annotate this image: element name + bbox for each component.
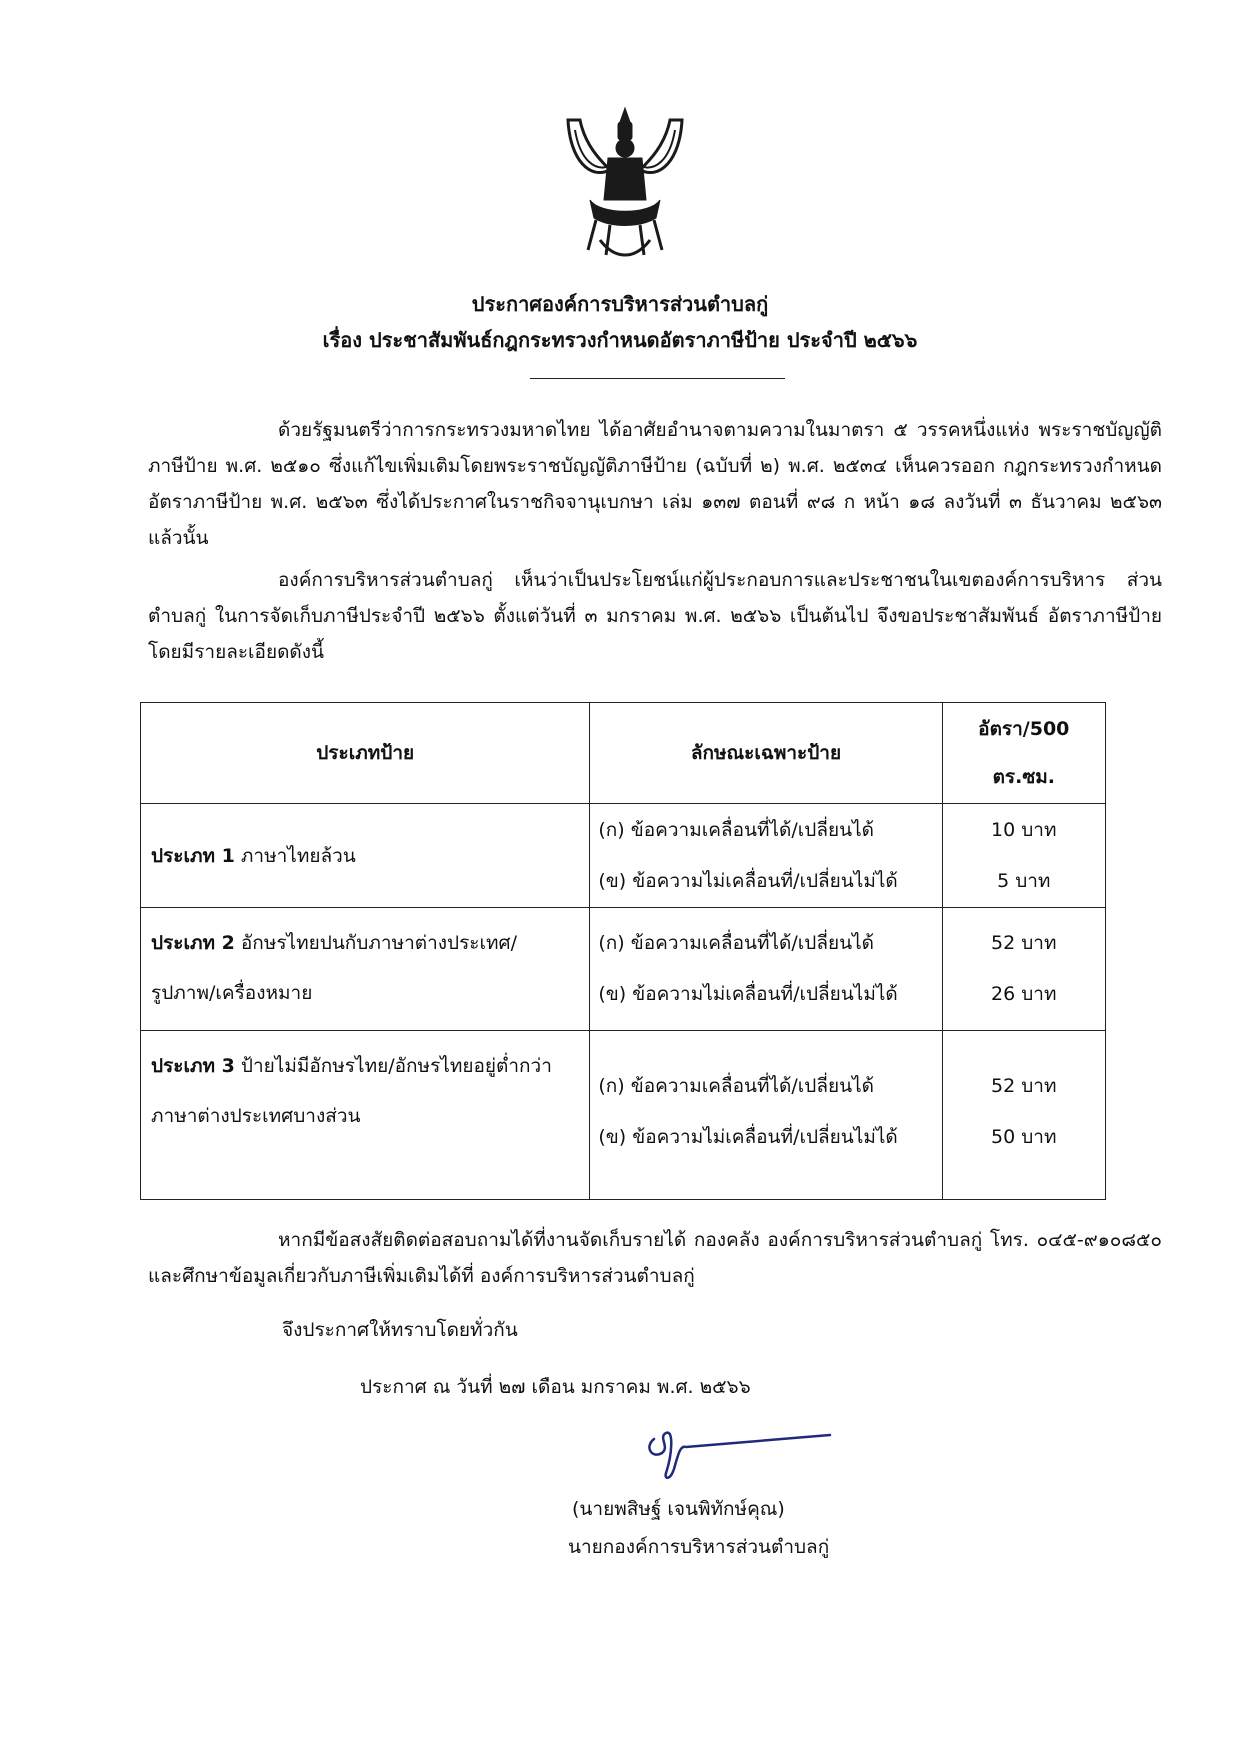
contact-paragraph-text: หากมีข้อสงสัยติดต่อสอบถามได้ที่งานจัดเก็บรายได้ กองคลัง องค์การบริหารส่วนตำบลกู่ โทร. ๐๔๕-๙๑๐๘๕๐ และศึกษาข้อมูลเกี่ยวกับภาษีเพิ่มเติมได้ที่ องค์การบริหารส่วนตำบลกู่ [148, 1229, 1162, 1287]
sign-type-cell [141, 1031, 590, 1200]
sign-tax-rate-table [140, 702, 1106, 1200]
feature-item: (ก) ข้อความเคลื่อนที่ได้/เปลี่ยนได้ [598, 932, 875, 955]
rate-cell [942, 804, 1105, 908]
table-header-row [141, 703, 1106, 804]
garuda-emblem [560, 100, 690, 270]
purpose-paragraph-text: องค์การบริหารส่วนตำบลกู่ เห็นว่าเป็นประโยชน์แก่ผู้ประกอบการและประชาชนในเขตองค์การบริหาร ส่วนตำบลกู่ ในการจัดเก็บภาษีประจำปี ๒๕๖๖ ตั้งแต่วันที่ ๓ มกราคม พ.ศ. ๒๕๖๖ เป็นต้นไป จึงขอประชาสัมพันธ์ อัตราภาษีป้าย โดยมีรายละเอียดดังนี้ [148, 569, 1162, 663]
sign-type-cell [141, 908, 590, 1031]
rate-value: 52 บาท [991, 932, 1057, 955]
features-cell [590, 1031, 942, 1200]
feature-item: (ก) ข้อความเคลื่อนที่ได้/เปลี่ยนได้ [598, 1075, 875, 1097]
rate-value: 10 บาท [991, 818, 1057, 841]
contact-paragraph [148, 1222, 1162, 1294]
sign-type-description: ป้ายไม่มีอักษรไทย/อักษรไทยอยู่ต่ำกว่าภาษาต่างประเทศบางส่วน [151, 1055, 552, 1127]
rate-value: 26 บาท [991, 983, 1057, 1006]
header-rate-line1: อัตรา/500 [978, 718, 1070, 740]
announcement-subject: เรื่อง ประชาสัมพันธ์กฎกระทรวงกำหนดอัตราภาษีป้าย ประจำปี ๒๕๖๖ [322, 328, 918, 352]
header-rate-line2: ตร.ซม. [992, 766, 1055, 788]
sign-type-label: ประเภท 1 [151, 844, 235, 867]
feature-item: (ข) ข้อความไม่เคลื่อนที่/เปลี่ยนไม่ได้ [598, 983, 898, 1006]
intro-paragraph [148, 412, 1162, 556]
title-divider [530, 378, 785, 379]
sign-type-label: ประเภท 3 [151, 1055, 235, 1077]
sign-type-description: ภาษาไทยล้วน [234, 844, 356, 867]
table-row [141, 804, 1106, 908]
features-cell [590, 908, 942, 1031]
feature-item: (ข) ข้อความไม่เคลื่อนที่/เปลี่ยนไม่ได้ [598, 1126, 898, 1148]
announcement-title: ประกาศองค์การบริหารส่วนตำบลกู่ [471, 292, 769, 316]
signatory-position: นายกองค์การบริหารส่วนตำบลกู่ [568, 1536, 830, 1558]
rate-value: 52 บาท [991, 1075, 1057, 1097]
signatory-name: (นายพสิษฐ์ เจนพิทักษ์คุณ) [572, 1498, 785, 1520]
sign-type-cell [141, 804, 590, 908]
table-row [141, 908, 1106, 1031]
announce-statement: จึงประกาศให้ทราบโดยทั่วกัน [282, 1319, 518, 1341]
sign-type-label: ประเภท 2 [151, 932, 235, 955]
header-sign-type: ประเภทป้าย [141, 703, 590, 804]
sign-type-description: อักษรไทยปนกับภาษาต่างประเทศ/รูปภาพ/เครื่องหมาย [151, 932, 517, 1005]
rate-cell [942, 908, 1105, 1031]
rate-cell [942, 1031, 1105, 1200]
purpose-paragraph [148, 562, 1162, 670]
table-row [141, 1031, 1106, 1200]
feature-item: (ข) ข้อความไม่เคลื่อนที่/เปลี่ยนไม่ได้ [598, 869, 898, 892]
header-rate [942, 703, 1105, 804]
header-sign-features: ลักษณะเฉพาะป้าย [590, 703, 942, 804]
rate-value: 50 บาท [991, 1126, 1057, 1148]
intro-paragraph-text: ด้วยรัฐมนตรีว่าการกระทรวงมหาดไทย ได้อาศัยอำนาจตามความในมาตรา ๕ วรรคหนึ่งแห่ง พระราชบัญญัติภาษีป้าย พ.ศ. ๒๕๑๐ ซึ่งแก้ไขเพิ่มเติมโดยพระราชบัญญัติภาษีป้าย (ฉบับที่ ๒) พ.ศ. ๒๕๓๔ เห็นควรออก กฎกระทรวงกำหนดอัตราภาษีป้าย พ.ศ. ๒๕๖๓ ซึ่งได้ประกาศในราชกิจจานุเบกษา เล่ม ๑๓๗ ตอนที่ ๙๘ ก หน้า ๑๘ ลงวันที่ ๓ ธันวาคม ๒๕๖๓ แล้วนั้น [148, 419, 1162, 549]
handwritten-signature [640, 1425, 840, 1485]
rate-value: 5 บาท [997, 869, 1051, 892]
feature-item: (ก) ข้อความเคลื่อนที่ได้/เปลี่ยนได้ [598, 818, 875, 841]
features-cell [590, 804, 942, 908]
announce-date: ประกาศ ณ วันที่ ๒๗ เดือน มกราคม พ.ศ. ๒๕๖๖ [360, 1376, 751, 1398]
